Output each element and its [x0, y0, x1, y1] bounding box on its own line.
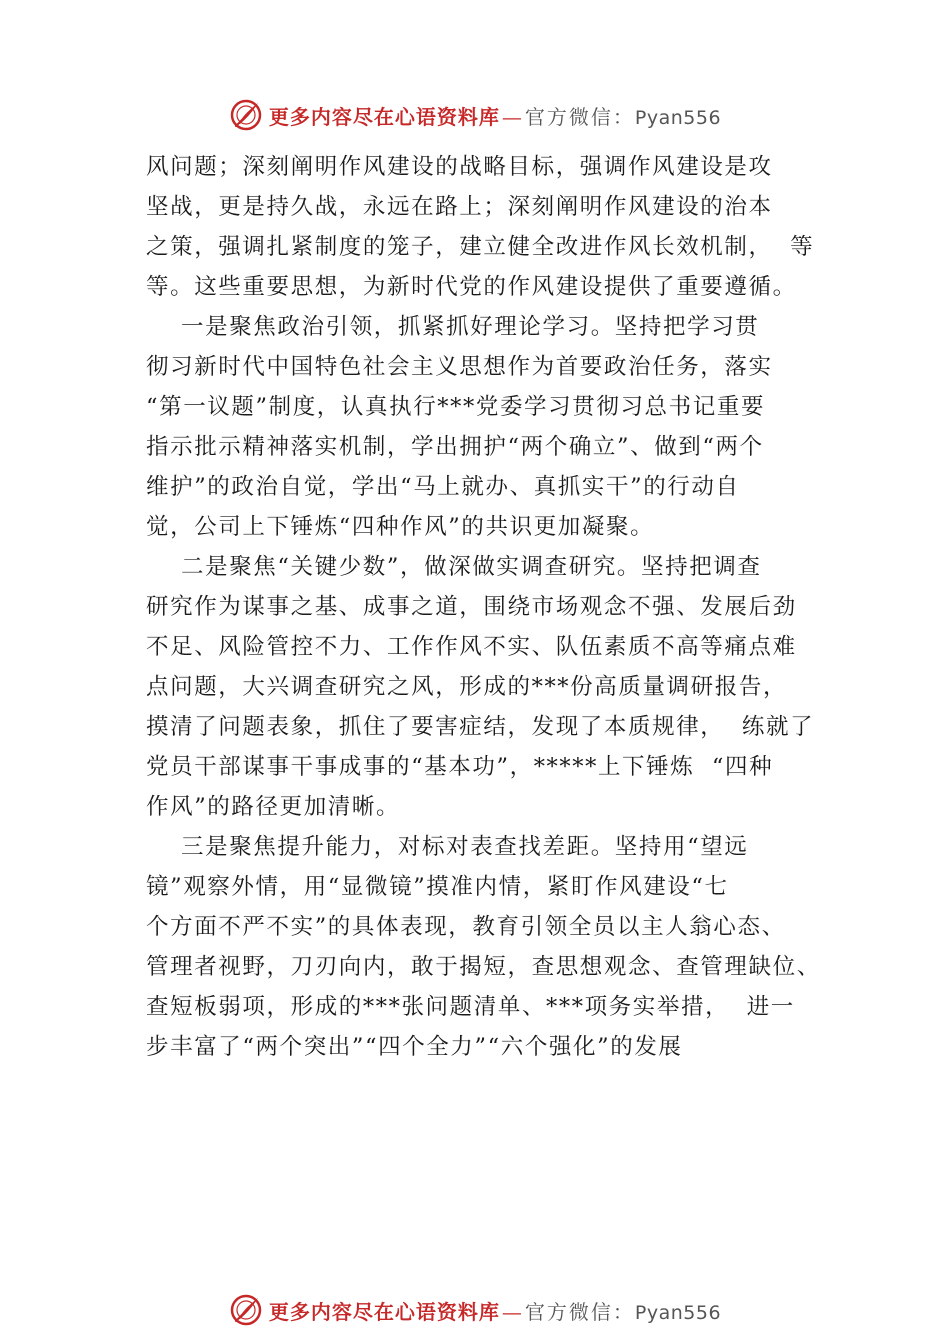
body-line: 不足、风险管控不力、工作作风不实、队伍素质不高等痛点难 — [146, 634, 797, 660]
body-line: 党员干部谋事干事成事的“基本功”，*****上下锤炼 “四种 — [146, 754, 774, 780]
banner-dash: — — [501, 104, 523, 129]
body-line: 三是聚焦提升能力，对标对表查找差距。坚持用“望远 — [146, 834, 749, 860]
banner-text — [269, 1296, 721, 1325]
body-line: “第一议题”制度，认真执行***党委学习贯彻习总书记重要 — [146, 394, 766, 420]
body-line: 个方面不严不实”的具体表现，教育引领全员以主人翁心态、 — [146, 914, 786, 940]
body-line: 镜”观察外情，用“显微镜”摸准内情，紧盯作风建设“七 — [146, 874, 729, 900]
body-line: 维护”的政治自觉，学出“马上就办、真抓实干”的行动自 — [146, 474, 740, 500]
body-line: 查短板弱项，形成的***张问题清单、***项务实举措， 进一 — [146, 994, 795, 1020]
banner-text — [269, 101, 721, 130]
body-line: 摸清了问题表象，抓住了要害症结，发现了本质规律， 练就了 — [146, 714, 815, 740]
document-body — [146, 147, 826, 1067]
body-line: 点问题，大兴调查研究之风，形成的***份高质量调研报告， — [146, 674, 788, 700]
banner-dash: — — [501, 1299, 523, 1324]
body-line: 二是聚焦“关键少数”，做深做实调查研究。坚持把调查 — [146, 554, 762, 580]
body-line: 风问题；深刻阐明作风建设的战略目标，强调作风建设是攻 — [146, 154, 773, 180]
banner-sub-text: 官方微信： — [524, 1299, 635, 1324]
banner-main-text: 更多内容尽在心语资料库 — [268, 104, 500, 129]
feather-seal-icon — [229, 1293, 263, 1327]
body-line: 一是聚焦政治引领，抓紧抓好理论学习。坚持把学习贯 — [146, 314, 760, 340]
banner-handle: Pyan556 — [634, 1301, 722, 1324]
footer-watermark-banner — [0, 1290, 950, 1330]
body-line: 彻习新时代中国特色社会主义思想作为首要政治任务，落实 — [146, 354, 773, 380]
banner-main-text: 更多内容尽在心语资料库 — [268, 1299, 500, 1324]
body-line: 研究作为谋事之基、成事之道，围绕市场观念不强、发展后劲 — [146, 594, 797, 620]
body-line: 觉，公司上下锤炼“四种作风”的共识更加凝聚。 — [146, 514, 655, 540]
body-line: 作风”的路径更加清晰。 — [146, 794, 401, 820]
feather-seal-icon — [229, 98, 263, 132]
body-line: 步丰富了“两个突出”“四个全力”“六个强化”的发展 — [146, 1034, 683, 1060]
body-line: 等。这些重要思想，为新时代党的作风建设提供了重要遵循。 — [146, 274, 797, 300]
body-line: 指示批示精神落实机制，学出拥护“两个确立”、做到“两个 — [146, 434, 764, 460]
body-line: 之策，强调扎紧制度的笼子，建立健全改进作风长效机制， 等 — [146, 234, 815, 260]
body-line: 管理者视野，刀刃向内，敢于揭短，查思想观念、查管理缺位、 — [146, 954, 821, 980]
banner-handle: Pyan556 — [634, 106, 722, 129]
header-watermark-banner — [0, 95, 950, 135]
banner-sub-text: 官方微信： — [524, 104, 635, 129]
body-line: 坚战，更是持久战，永远在路上；深刻阐明作风建设的治本 — [146, 194, 773, 220]
